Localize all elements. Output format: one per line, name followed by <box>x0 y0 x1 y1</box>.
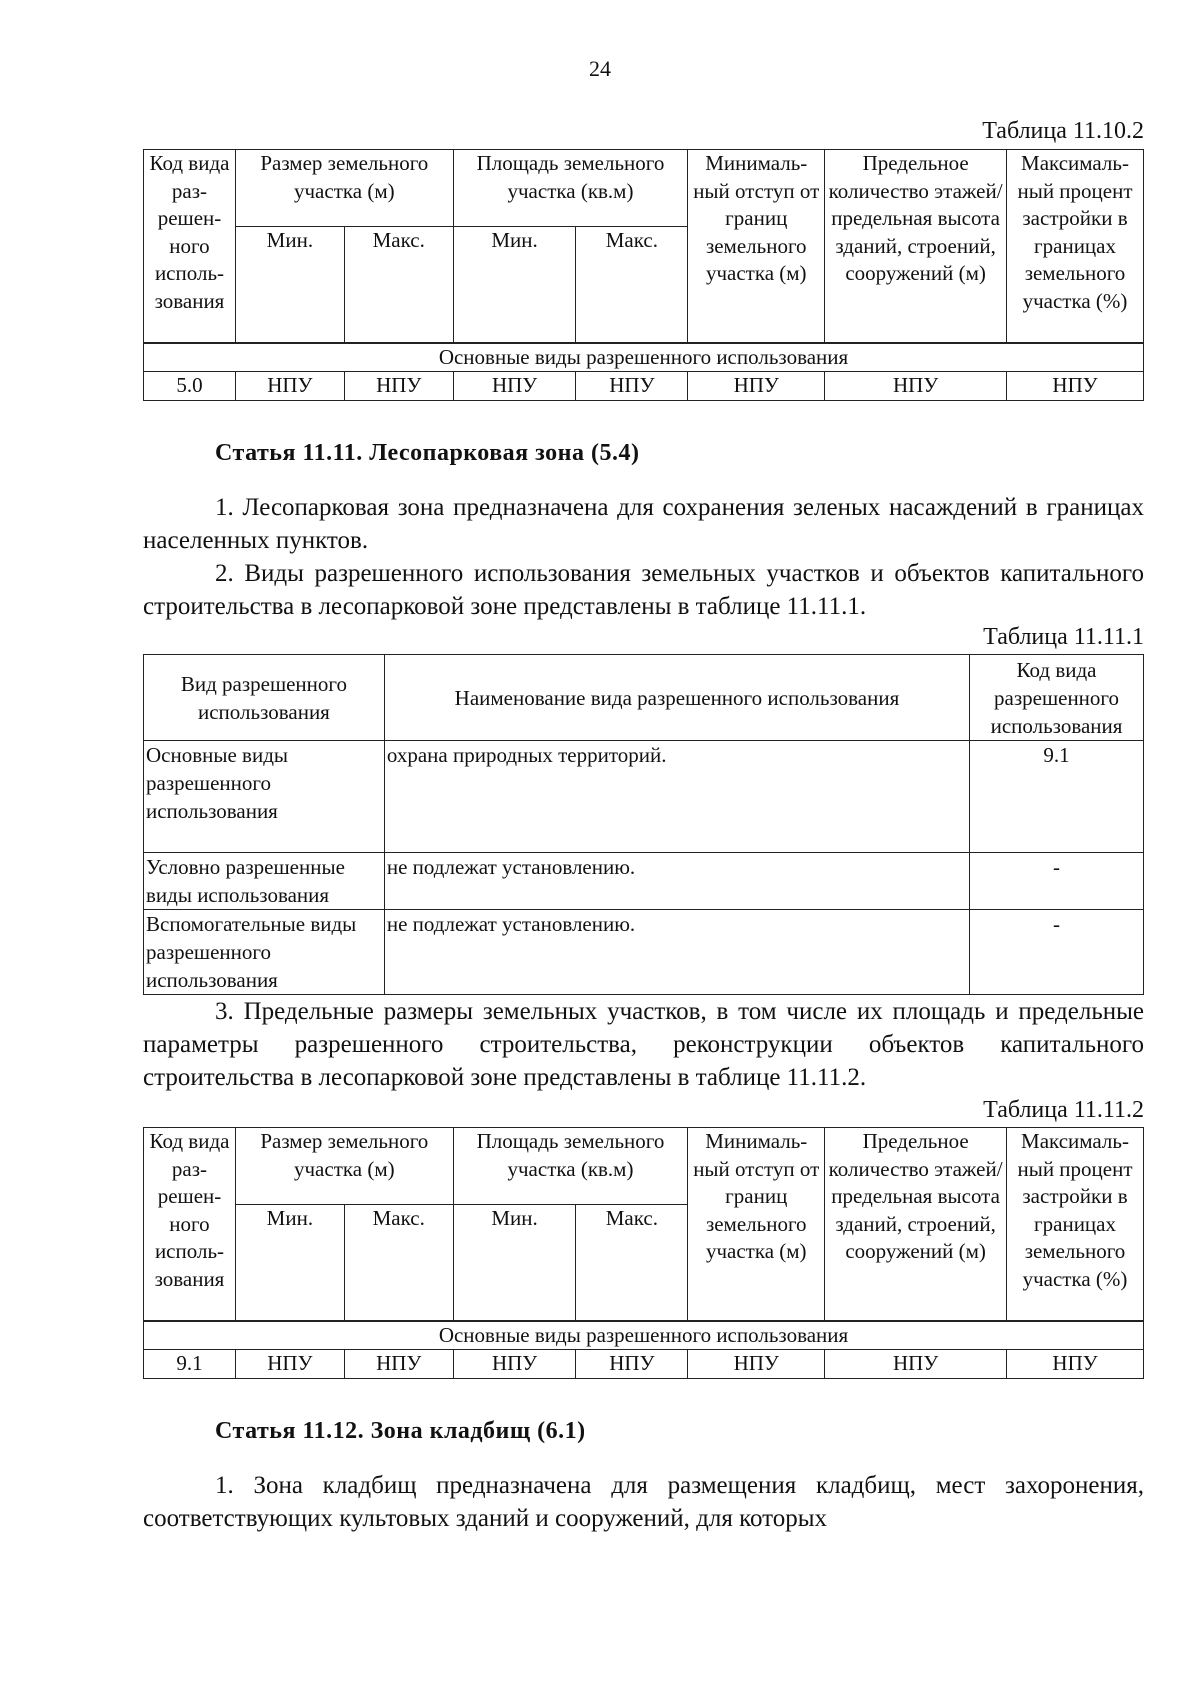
table-cell: НПУ <box>344 372 453 401</box>
table-cell: 9.1 <box>970 741 1144 853</box>
uses-table-11-11-1 <box>143 654 1144 995</box>
table-row <box>144 372 1144 401</box>
header-coverage: Максималь- ный процент застройки в границах земельного участка (%) <box>1007 150 1144 343</box>
table-cell: НПУ <box>576 372 688 401</box>
table-cell: не подлежат установлению. <box>384 853 969 910</box>
table-cell: НПУ <box>453 372 576 401</box>
header-max: Макс. <box>344 227 453 343</box>
table-row <box>144 853 1144 910</box>
table-cell: не подлежат установлению. <box>384 910 969 995</box>
header-size: Размер земельного участка (м) <box>235 1128 453 1205</box>
header-setback: Минималь- ный отступ от границ земельного участка (м) <box>688 1128 825 1321</box>
header-max: Макс. <box>576 1205 688 1321</box>
header-area: Площадь земельного участка (кв.м) <box>453 1128 688 1205</box>
table-cell: НПУ <box>825 372 1007 401</box>
group-row: Основные виды разрешенного использования <box>144 343 1144 372</box>
table-cell: НПУ <box>576 1350 688 1379</box>
table-cell: НПУ <box>235 1350 344 1379</box>
table-cell: - <box>970 853 1144 910</box>
table-cell: НПУ <box>1007 1350 1144 1379</box>
group-row: Основные виды разрешенного использования <box>144 1321 1144 1350</box>
table-cell: Вспомогательные виды разрешенного использования <box>144 910 385 995</box>
table-caption: Таблица 11.11.1 <box>983 624 1144 650</box>
table-cell: НПУ <box>453 1350 576 1379</box>
table-row <box>144 741 1144 853</box>
paragraph: 3. Предельные размеры земельных участков, в том числе их площадь и предельные параметры разрешенного строительства, реконструкции объектов капитального строительства в лесопарковой зоне представлены в таблице 11.11.2. <box>143 998 1144 1091</box>
params-table-11-10-2 <box>143 149 1144 401</box>
article-heading: Статья 11.12. Зона кладбищ (6.1) <box>215 1418 586 1444</box>
table-cell: НПУ <box>235 372 344 401</box>
table-cell: НПУ <box>688 1350 825 1379</box>
table-cell: Код вида разрешенного использования <box>970 655 1144 741</box>
paragraph: 1. Лесопарковая зона предназначена для сохранения зеленых насаждений в границах населенных пунктов. 2. Виды разрешенного использования земельных участков и объектов капитального строительства в лесопарковой зоне представлены в таблице 11.11.1. <box>143 494 1144 620</box>
table-cell: 9.1 <box>144 1350 236 1379</box>
params-table-11-11-2 <box>143 1127 1144 1379</box>
header-size: Размер земельного участка (м) <box>235 150 453 227</box>
header-code: Код вида раз- решен- ного исполь- зования <box>144 150 236 343</box>
table-cell: НПУ <box>688 372 825 401</box>
article-heading: Статья 11.11. Лесопарковая зона (5.4) <box>215 440 640 466</box>
header-min: Мин. <box>453 1205 576 1321</box>
table-cell: 5.0 <box>144 372 236 401</box>
table-cell: Наименование вида разрешенного использования <box>384 655 969 741</box>
table-row <box>144 1350 1144 1379</box>
header-min: Мин. <box>235 1205 344 1321</box>
table-caption: Таблица 11.11.2 <box>983 1097 1144 1123</box>
paragraph: 1. Зона кладбищ предназначена для размещения кладбищ, мест захоронения, соответствующих культовых зданий и сооружений, для которых <box>143 1472 1144 1532</box>
header-code: Код вида раз- решен- ного исполь- зования <box>144 1128 236 1321</box>
table-cell: Вид разрешенного использования <box>144 655 385 741</box>
header-floors: Предельное количество этажей/ предельная высота зданий, строений, сооружений (м) <box>825 150 1007 343</box>
table-cell: НПУ <box>344 1350 453 1379</box>
header-setback: Минималь- ный отступ от границ земельного участка (м) <box>688 150 825 343</box>
table-cell: НПУ <box>825 1350 1007 1379</box>
header-coverage: Максималь- ный процент застройки в границах земельного участка (%) <box>1007 1128 1144 1321</box>
table-cell: охрана природных территорий. <box>384 741 969 853</box>
header-min: Мин. <box>453 227 576 343</box>
table-caption: Таблица 11.10.2 <box>982 118 1144 144</box>
header-floors: Предельное количество этажей/ предельная высота зданий, строений, сооружений (м) <box>825 1128 1007 1321</box>
table-cell: Основные виды разрешенного использования <box>144 741 385 853</box>
table-cell: Условно разрешенные виды использования <box>144 853 385 910</box>
header-area: Площадь земельного участка (кв.м) <box>453 150 688 227</box>
page-number: 24 <box>589 56 611 81</box>
table-row <box>144 910 1144 995</box>
header-max: Макс. <box>576 227 688 343</box>
header-max: Макс. <box>344 1205 453 1321</box>
header-min: Мин. <box>235 227 344 343</box>
table-cell: НПУ <box>1007 372 1144 401</box>
table-cell: - <box>970 910 1144 995</box>
